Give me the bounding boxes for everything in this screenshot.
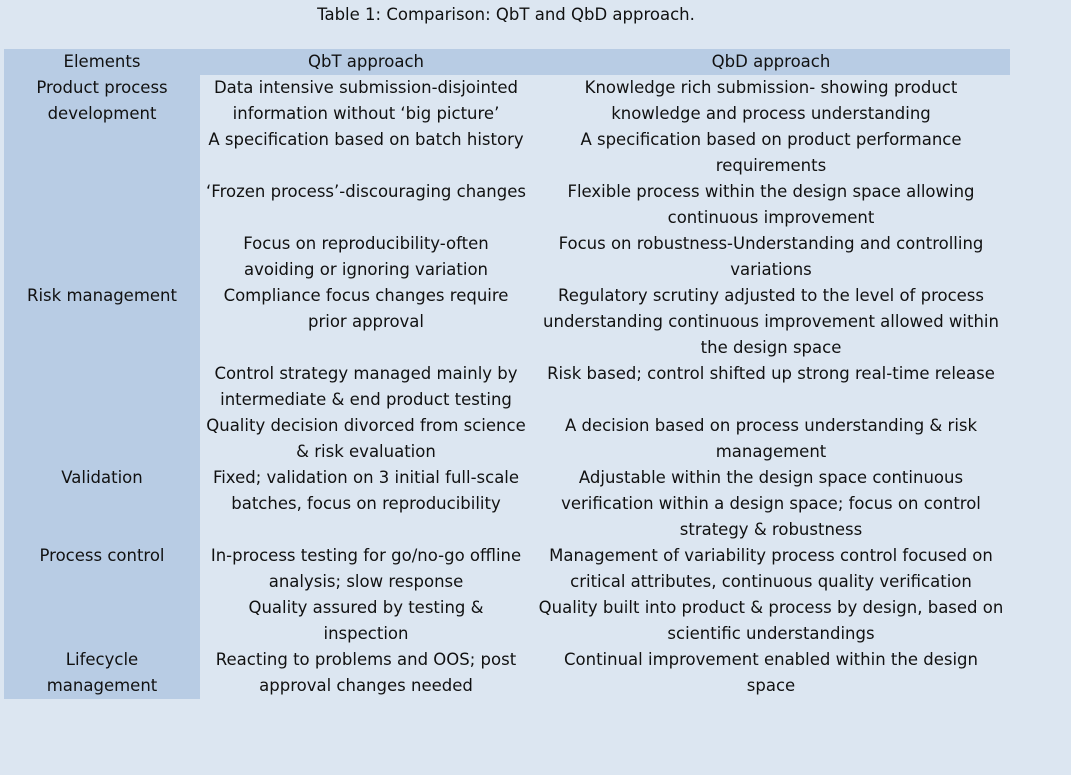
cell-qbd: Management of variability process control focused on critical attributes, continuous quality verification <box>549 546 993 591</box>
cell-element: Product process development <box>4 75 200 127</box>
cell-element <box>4 127 200 179</box>
table-row <box>4 413 1010 465</box>
table-row <box>4 361 1010 413</box>
cell-qbt: In-process testing for go/no-go offline analysis; slow response <box>210 546 522 591</box>
cell-element: Validation <box>4 465 200 543</box>
cell-qbd: Adjustable within the design space continuous verification within a design space; focus on control strategy & robustness <box>561 468 981 539</box>
cell-element <box>4 179 200 231</box>
cell-element: Process control <box>4 543 200 595</box>
cell-qbt: Control strategy managed mainly by intermediate & end product testing <box>214 364 518 409</box>
cell-qbt: Quality assured by testing & inspection <box>248 598 484 643</box>
comparison-table <box>4 49 1010 699</box>
cell-qbt: ‘Frozen process’-discouraging changes <box>206 182 526 201</box>
table-row <box>4 647 1010 699</box>
cell-qbd: Regulatory scrutiny adjusted to the level of process understanding continuous improvement allowed within the design space <box>543 286 999 357</box>
cell-qbt: Quality decision divorced from science & risk evaluation <box>206 416 526 461</box>
table-row <box>4 231 1010 283</box>
cell-qbt: Fixed; validation on 3 initial full-scale batches, focus on reproducibility <box>212 468 520 513</box>
cell-qbd: A decision based on process understanding & risk management <box>564 416 978 461</box>
table-row <box>4 465 1010 543</box>
cell-element: Risk management <box>4 283 200 361</box>
cell-qbt: Compliance focus changes require prior approval <box>223 286 509 331</box>
table-row <box>4 595 1010 647</box>
cell-qbt: Focus on reproducibility-often avoiding or ignoring variation <box>243 234 489 279</box>
table-row <box>4 543 1010 595</box>
table-row <box>4 75 1010 127</box>
table-row <box>4 283 1010 361</box>
cell-element <box>4 595 200 647</box>
table-header <box>4 49 1010 75</box>
cell-qbd: Knowledge rich submission- showing product knowledge and process understanding <box>584 78 958 123</box>
header-row <box>4 49 1010 75</box>
table-row <box>4 127 1010 179</box>
header-qbd: QbD approach <box>532 49 1010 75</box>
cell-qbd: A specification based on product performance requirements <box>580 130 962 175</box>
comparison-table-container <box>4 49 1010 699</box>
cell-qbt: Data intensive submission-disjointed information without ‘big picture’ <box>213 78 519 123</box>
cell-qbd: Continual improvement enabled within the design space <box>564 650 978 695</box>
table-caption: Table 1: Comparison: QbT and QbD approach. <box>317 5 695 24</box>
cell-qbd: Quality built into product & process by design, based on scientific understandings <box>538 598 1004 643</box>
table-body <box>4 75 1010 699</box>
cell-element <box>4 231 200 283</box>
header-elements: Elements <box>4 49 200 75</box>
cell-qbt: Reacting to problems and OOS; post approval changes needed <box>215 650 517 695</box>
header-qbt: QbT approach <box>200 49 532 75</box>
table-row <box>4 179 1010 231</box>
cell-element: Lifecycle management <box>4 647 200 699</box>
cell-element <box>4 361 200 413</box>
cell-qbd: Flexible process within the design space allowing continuous improvement <box>567 182 975 227</box>
cell-element <box>4 413 200 465</box>
cell-qbd: Focus on robustness-Understanding and controlling variations <box>558 234 984 279</box>
cell-qbt: A specification based on batch history <box>208 130 524 149</box>
cell-qbd: Risk based; control shifted up strong real-time release <box>547 364 995 383</box>
